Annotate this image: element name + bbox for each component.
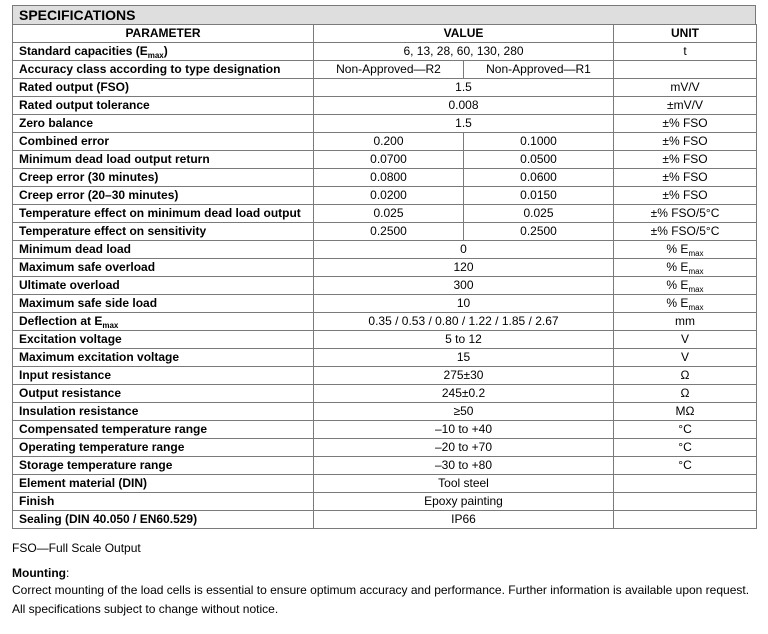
unit-label: ±% FSO/5°C xyxy=(650,224,720,238)
unit-cell xyxy=(614,295,757,313)
mounting-label: Mounting xyxy=(12,566,66,580)
table-row xyxy=(13,97,757,115)
parameter-cell xyxy=(13,205,314,223)
parameter-cell xyxy=(13,349,314,367)
unit-label: % E xyxy=(666,278,689,292)
unit-label: °C xyxy=(678,458,692,472)
parameter-label: Zero balance xyxy=(19,116,94,130)
value-cell: IP66 xyxy=(314,511,614,529)
unit-label: ±% FSO xyxy=(662,152,708,166)
value-cell-r2: 0.200 xyxy=(314,133,464,151)
table-row xyxy=(13,79,757,97)
unit-label: Ω xyxy=(680,368,690,382)
parameter-cell xyxy=(13,169,314,187)
table-row xyxy=(13,475,757,493)
parameter-label: Rated output tolerance xyxy=(19,98,150,112)
value-cell: 0.35 / 0.53 / 0.80 / 1.22 / 1.85 / 2.67 xyxy=(314,313,614,331)
table-row xyxy=(13,313,757,331)
parameter-label: Temperature effect on minimum dead load output xyxy=(19,206,301,220)
header-value: VALUE xyxy=(314,25,614,43)
value-cell: 300 xyxy=(314,277,614,295)
parameter-label: Compensated temperature range xyxy=(19,422,208,436)
table-row xyxy=(13,367,757,385)
value-cell: 6, 13, 28, 60, 130, 280 xyxy=(314,43,614,61)
parameter-cell xyxy=(13,277,314,295)
unit-subscript: max xyxy=(688,285,704,294)
parameter-cell xyxy=(13,241,314,259)
unit-cell xyxy=(614,331,757,349)
value-cell-r2: 0.0200 xyxy=(314,187,464,205)
unit-label: ±% FSO xyxy=(662,134,708,148)
parameter-label: Output resistance xyxy=(19,386,122,400)
parameter-label: Combined error xyxy=(19,134,110,148)
table-row xyxy=(13,169,757,187)
parameter-cell xyxy=(13,313,314,331)
parameter-label: Maximum safe side load xyxy=(19,296,158,310)
unit-label: °C xyxy=(678,440,692,454)
parameter-cell xyxy=(13,331,314,349)
table-row xyxy=(13,43,757,61)
unit-label: % E xyxy=(666,242,689,256)
parameter-cell xyxy=(13,187,314,205)
unit-label: V xyxy=(680,350,689,364)
value-cell: 245±0.2 xyxy=(314,385,614,403)
parameter-label: Accuracy class according to type designation xyxy=(19,62,281,76)
unit-cell xyxy=(614,61,757,79)
unit-label: ±% FSO/5°C xyxy=(650,206,720,220)
parameter-cell xyxy=(13,259,314,277)
unit-label: mV/V xyxy=(670,80,700,94)
parameter-label: Insulation resistance xyxy=(19,404,139,418)
unit-cell xyxy=(614,187,757,205)
parameter-label: Finish xyxy=(19,494,55,508)
parameter-cell xyxy=(13,295,314,313)
value-cell: 15 xyxy=(314,349,614,367)
table-row xyxy=(13,133,757,151)
value-cell: Tool steel xyxy=(314,475,614,493)
unit-cell xyxy=(614,151,757,169)
parameter-label: Operating temperature range xyxy=(19,440,185,454)
unit-cell xyxy=(614,475,757,493)
parameter-label: Creep error (30 minutes) xyxy=(19,170,159,184)
value-cell: –20 to +70 xyxy=(314,439,614,457)
unit-cell xyxy=(614,259,757,277)
table-row xyxy=(13,331,757,349)
value-cell-r1: 0.1000 xyxy=(464,133,614,151)
unit-label: mm xyxy=(675,314,695,328)
value-cell: 1.5 xyxy=(314,115,614,133)
parameter-cell xyxy=(13,61,314,79)
value-cell: 10 xyxy=(314,295,614,313)
parameter-cell xyxy=(13,133,314,151)
parameter-label: Standard capacities (E xyxy=(19,44,148,58)
parameter-cell xyxy=(13,385,314,403)
table-row xyxy=(13,223,757,241)
table-row xyxy=(13,385,757,403)
value-cell-r2: 0.025 xyxy=(314,205,464,223)
parameter-cell xyxy=(13,403,314,421)
unit-label: ±% FSO xyxy=(662,170,708,184)
unit-subscript: max xyxy=(688,303,704,312)
parameter-label: Element material (DIN) xyxy=(19,476,148,490)
header-parameter: PARAMETER xyxy=(13,25,314,43)
table-row xyxy=(13,457,757,475)
parameter-cell xyxy=(13,79,314,97)
value-cell-r1: 0.0500 xyxy=(464,151,614,169)
parameter-label: Storage temperature range xyxy=(19,458,173,472)
parameter-label: Excitation voltage xyxy=(19,332,122,346)
value-cell: ≥50 xyxy=(314,403,614,421)
parameter-label: Temperature effect on sensitivity xyxy=(19,224,207,238)
unit-cell xyxy=(614,367,757,385)
unit-cell xyxy=(614,313,757,331)
parameter-label: Sealing (DIN 40.050 / EN60.529) xyxy=(19,512,198,526)
unit-label: MΩ xyxy=(675,404,695,418)
unit-cell xyxy=(614,277,757,295)
table-row xyxy=(13,115,757,133)
parameter-cell xyxy=(13,421,314,439)
table-row xyxy=(13,439,757,457)
value-cell: 1.5 xyxy=(314,79,614,97)
value-cell: Epoxy painting xyxy=(314,493,614,511)
table-row xyxy=(13,403,757,421)
unit-cell xyxy=(614,493,757,511)
value-cell-r1: 0.0150 xyxy=(464,187,614,205)
header-row xyxy=(13,25,757,43)
unit-label: V xyxy=(680,332,689,346)
value-cell-r1: 0.0600 xyxy=(464,169,614,187)
parameter-cell xyxy=(13,439,314,457)
parameter-cell xyxy=(13,97,314,115)
parameter-cell xyxy=(13,223,314,241)
unit-label: ±% FSO xyxy=(662,116,708,130)
unit-cell xyxy=(614,169,757,187)
value-cell: 0 xyxy=(314,241,614,259)
parameter-label: Minimum dead load xyxy=(19,242,132,256)
value-cell: 275±30 xyxy=(314,367,614,385)
table-row xyxy=(13,295,757,313)
table-row xyxy=(13,277,757,295)
parameter-label: Maximum excitation voltage xyxy=(19,350,180,364)
parameter-label-end: ) xyxy=(163,44,168,58)
table-row xyxy=(13,187,757,205)
parameter-label: Deflection at E xyxy=(19,314,103,328)
unit-label: % E xyxy=(666,296,689,310)
value-cell-r2: 0.2500 xyxy=(314,223,464,241)
table-row xyxy=(13,205,757,223)
unit-cell xyxy=(614,457,757,475)
parameter-label: Ultimate overload xyxy=(19,278,120,292)
unit-cell xyxy=(614,133,757,151)
value-cell: 0.008 xyxy=(314,97,614,115)
parameter-cell xyxy=(13,43,314,61)
unit-cell xyxy=(614,97,757,115)
parameter-label: Input resistance xyxy=(19,368,112,382)
table-row xyxy=(13,421,757,439)
parameter-cell xyxy=(13,115,314,133)
specifications-title: SPECIFICATIONS xyxy=(12,5,756,24)
value-cell-r2: 0.0800 xyxy=(314,169,464,187)
unit-cell xyxy=(614,421,757,439)
parameter-cell xyxy=(13,511,314,529)
mounting-text: Correct mounting of the load cells is essential to ensure optimum accuracy and performance. Further information is available upon request. xyxy=(12,583,750,597)
unit-cell xyxy=(614,511,757,529)
specifications-table xyxy=(12,24,757,529)
unit-label: °C xyxy=(678,422,692,436)
unit-label: t xyxy=(683,44,687,58)
unit-cell xyxy=(614,385,757,403)
value-cell: 120 xyxy=(314,259,614,277)
unit-label: Ω xyxy=(680,386,690,400)
table-row xyxy=(13,241,757,259)
unit-cell xyxy=(614,349,757,367)
value-cell: –30 to +80 xyxy=(314,457,614,475)
unit-subscript: max xyxy=(688,267,704,276)
unit-cell xyxy=(614,439,757,457)
unit-label: ±% FSO xyxy=(662,188,708,202)
table-row xyxy=(13,61,757,79)
table-row xyxy=(13,349,757,367)
unit-cell xyxy=(614,403,757,421)
unit-cell xyxy=(614,115,757,133)
unit-cell xyxy=(614,223,757,241)
header-unit: UNIT xyxy=(614,25,757,43)
mounting-colon: : xyxy=(65,566,70,580)
table-row xyxy=(13,511,757,529)
disclaimer: All specifications subject to change without notice. xyxy=(12,602,279,616)
table-row xyxy=(13,151,757,169)
parameter-cell xyxy=(13,367,314,385)
parameter-label: Creep error (20–30 minutes) xyxy=(19,188,179,202)
parameter-cell xyxy=(13,151,314,169)
value-cell-r2: Non-Approved—R2 xyxy=(314,61,464,79)
parameter-subscript: max xyxy=(147,51,164,60)
parameter-subscript: max xyxy=(102,321,119,330)
unit-cell xyxy=(614,43,757,61)
unit-label: % E xyxy=(666,260,689,274)
mounting-heading xyxy=(12,566,69,580)
value-cell-r1: 0.2500 xyxy=(464,223,614,241)
value-cell-r1: Non-Approved—R1 xyxy=(464,61,614,79)
parameter-cell xyxy=(13,475,314,493)
value-cell: –10 to +40 xyxy=(314,421,614,439)
unit-subscript: max xyxy=(688,249,704,258)
parameter-cell xyxy=(13,493,314,511)
specifications-body xyxy=(13,43,757,529)
unit-cell xyxy=(614,241,757,259)
table-row xyxy=(13,259,757,277)
parameter-label: Maximum safe overload xyxy=(19,260,156,274)
value-cell-r1: 0.025 xyxy=(464,205,614,223)
specifications-sheet xyxy=(12,5,756,529)
parameter-label: Rated output (FSO) xyxy=(19,80,129,94)
unit-cell xyxy=(614,205,757,223)
unit-cell xyxy=(614,79,757,97)
parameter-label: Minimum dead load output return xyxy=(19,152,210,166)
footnote: FSO—Full Scale Output xyxy=(12,541,141,555)
value-cell: 5 to 12 xyxy=(314,331,614,349)
table-row xyxy=(13,493,757,511)
unit-label: ±mV/V xyxy=(667,98,703,112)
value-cell-r2: 0.0700 xyxy=(314,151,464,169)
parameter-cell xyxy=(13,457,314,475)
